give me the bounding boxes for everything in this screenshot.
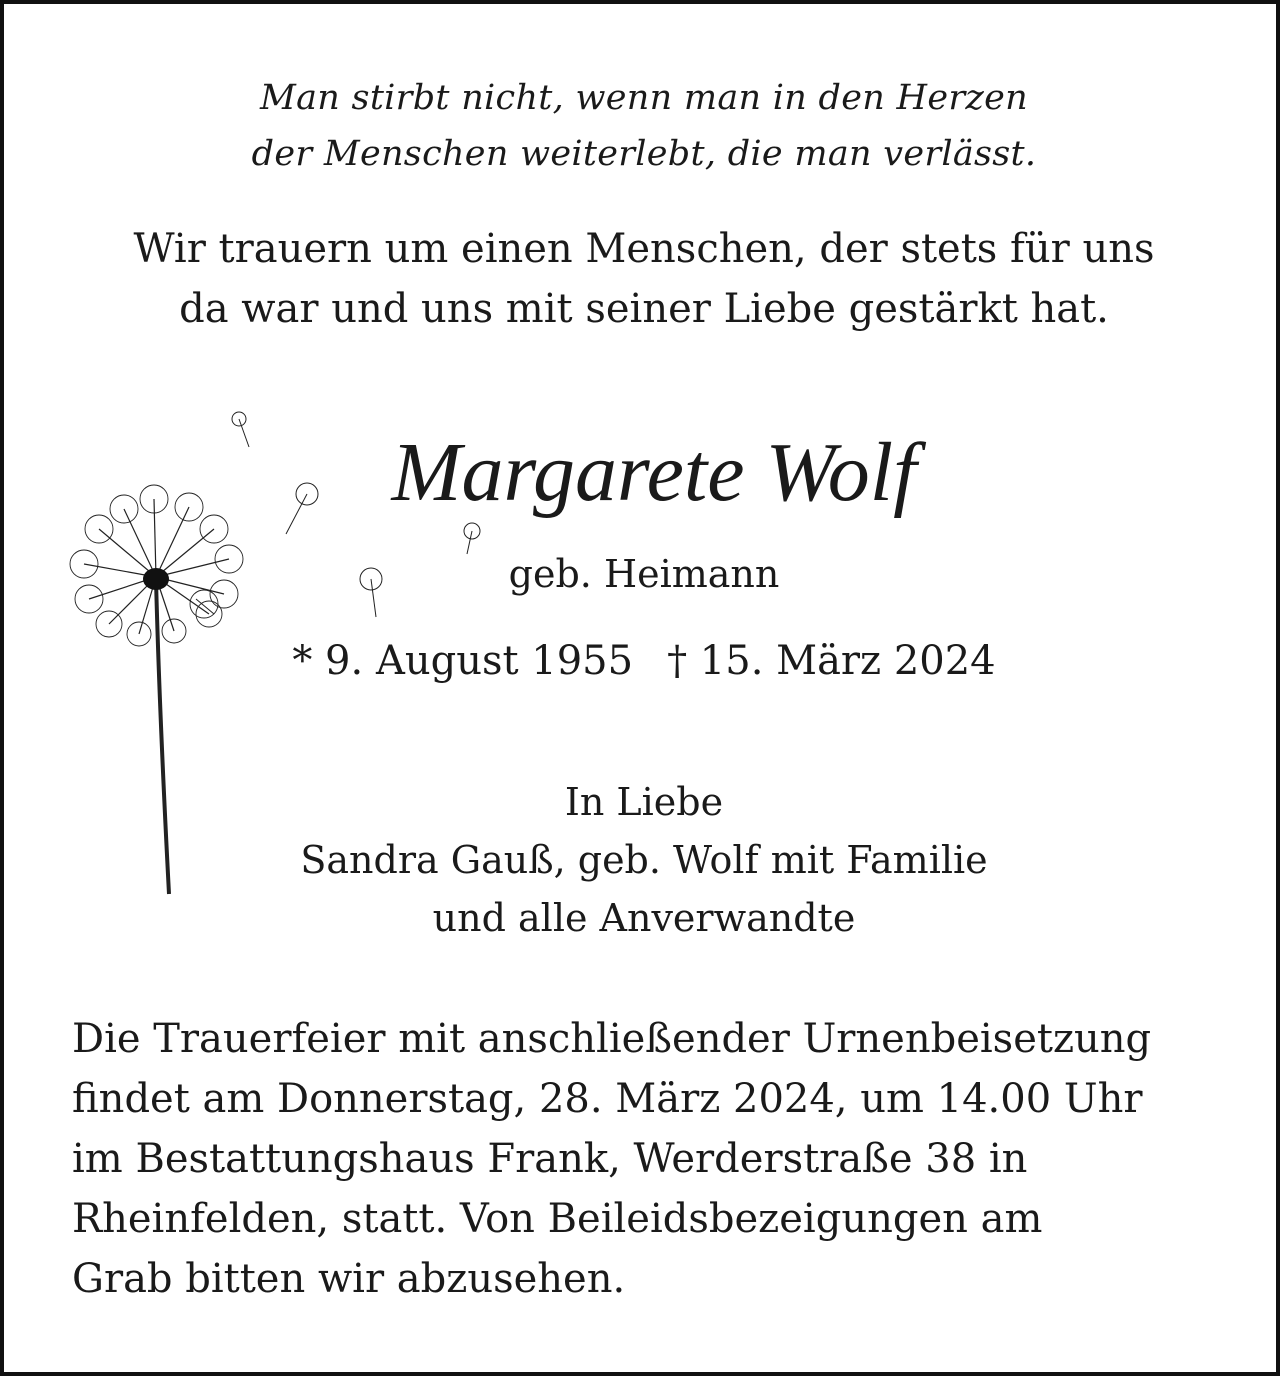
notice-line-5: Grab bitten wir abzusehen. [72,1256,626,1302]
mourners-line-1: In Liebe [564,780,724,824]
death-date: † 15. März 2024 [667,638,996,684]
birth-date: * 9. August 1955 [292,638,634,684]
quote-line-2: der Menschen weiterlebt, die man verlässt. [251,134,1037,174]
intro-line-2: da war und uns mit seiner Liebe gestärkt hat. [179,286,1109,332]
mourners-line-2: Sandra Gauß, geb. Wolf mit Familie [300,838,988,882]
notice-line-1: Die Trauerfeier mit anschließender Urnenbeisetzung [72,1016,1152,1062]
mourners-line-3: und alle Anverwandte [432,896,856,940]
maiden-name: geb. Heimann [508,552,780,596]
notice-line-4: Rheinfelden, statt. Von Beileidsbezeigungen am [72,1196,1043,1242]
deceased-name: Margarete Wolf [391,426,917,519]
quote-line-1: Man stirbt nicht, wenn man in den Herzen [259,78,1029,118]
life-dates [4,638,1280,684]
notice-line-3: im Bestattungshaus Frank, Werderstraße 38 in [72,1136,1028,1182]
intro-line-1: Wir trauern um einen Menschen, der stets für uns [133,226,1155,272]
notice-line-2: findet am Donnerstag, 28. März 2024, um 14.00 Uhr [72,1076,1143,1122]
